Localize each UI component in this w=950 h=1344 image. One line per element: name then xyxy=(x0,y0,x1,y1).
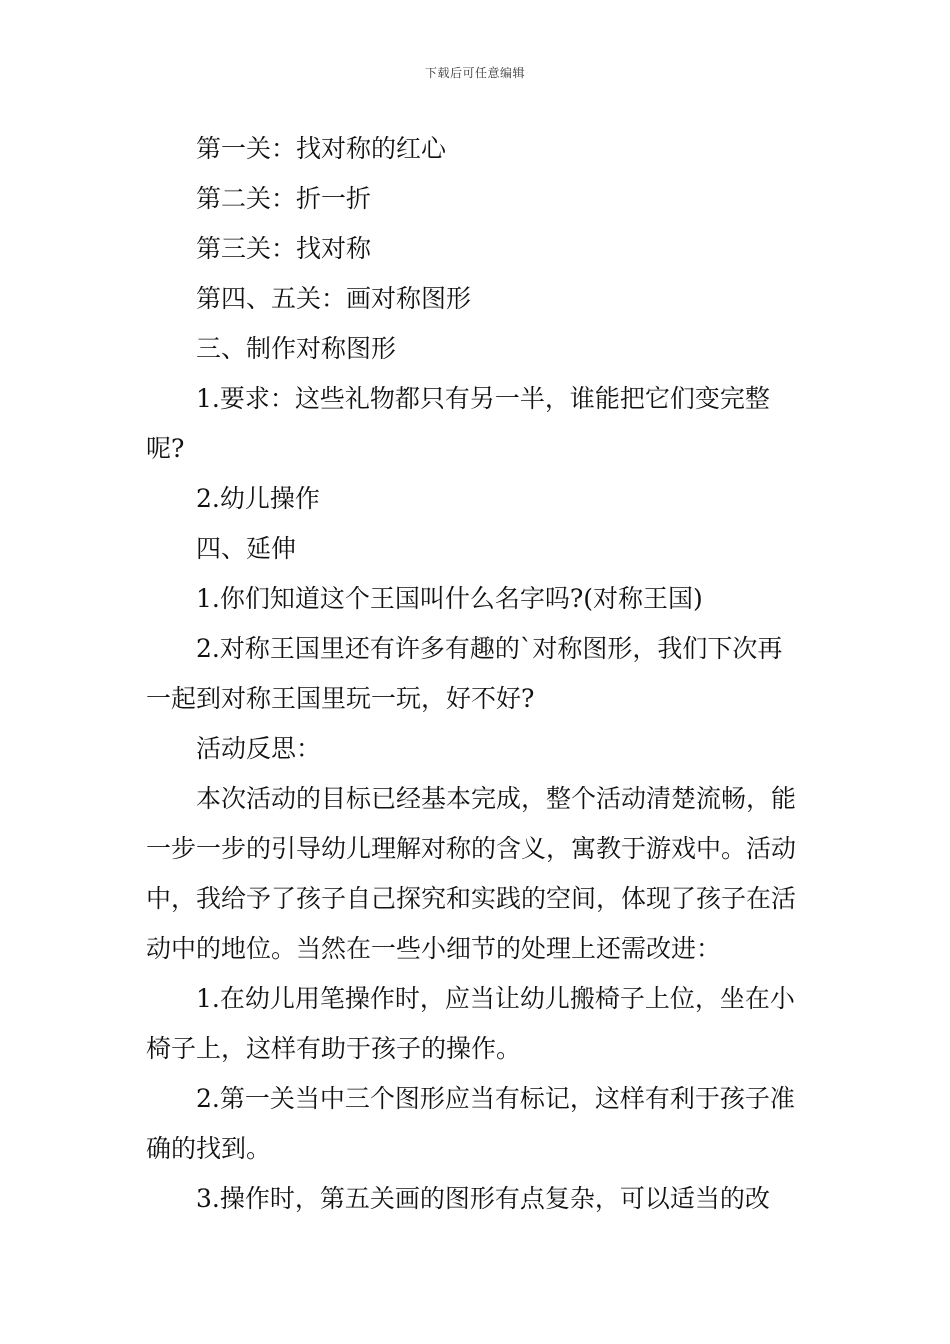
paragraph: 2.幼儿操作 xyxy=(196,484,320,513)
document-body xyxy=(146,124,806,1224)
paragraph: 本次活动的目标已经基本完成，整个活动清楚流畅，能一步一步的引导幼儿理解对称的含义，寓教于游戏中。活动中，我给予了孩子自己探究和实践的空间，体现了孩子在活动中的地位。当然在一些小细节的处理上还需改进： xyxy=(146,784,797,963)
page-header-note: 下载后可任意编辑 xyxy=(424,66,525,80)
paragraph: 第一关：找对称的红心 xyxy=(196,134,447,163)
section-heading: 活动反思： xyxy=(196,734,322,763)
paragraph: 1.在幼儿用笔操作时，应当让幼儿搬椅子上位，坐在小椅子上，这样有助于孩子的操作。 xyxy=(146,984,795,1063)
paragraph: 1.要求：这些礼物都只有另一半，谁能把它们变完整呢? xyxy=(146,384,770,463)
paragraph: 1.你们知道这个王国叫什么名字吗?(对称王国) xyxy=(196,584,703,613)
section-heading: 三、制作对称图形 xyxy=(196,334,397,363)
paragraph: 第二关：折一折 xyxy=(196,184,372,213)
paragraph: 2.第一关当中三个图形应当有标记，这样有利于孩子准确的找到。 xyxy=(146,1084,795,1163)
paragraph: 2.对称王国里还有许多有趣的`对称图形，我们下次再一起到对称王国里玩一玩，好不好? xyxy=(146,634,783,713)
paragraph: 第四、五关：画对称图形 xyxy=(196,284,472,313)
section-heading: 四、延伸 xyxy=(196,534,297,563)
paragraph: 第三关：找对称 xyxy=(196,234,372,263)
paragraph: 3.操作时，第五关画的图形有点复杂，可以适当的改 xyxy=(196,1184,770,1213)
